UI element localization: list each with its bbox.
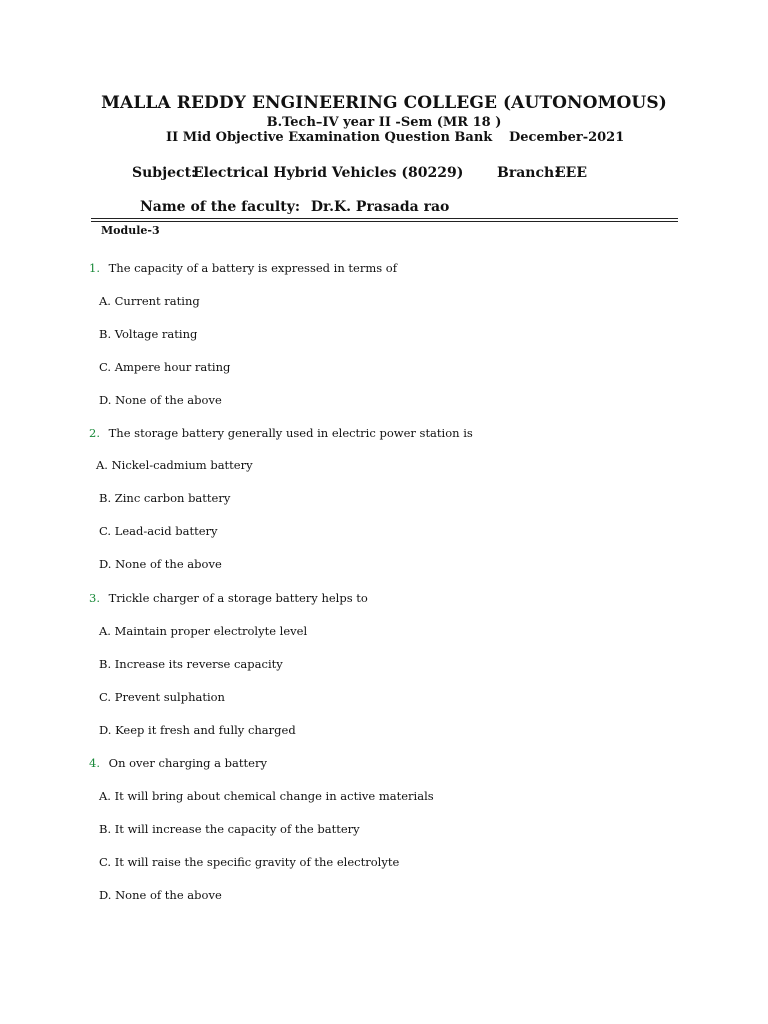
question-1 (89, 261, 397, 275)
option-2c: C. Lead-acid battery (99, 524, 218, 538)
branch-label: Branch: (497, 165, 560, 181)
question-3 (89, 591, 368, 605)
faculty-value: Dr.K. Prasada rao (310, 199, 450, 215)
option-2a: A. Nickel-cadmium battery (96, 458, 253, 472)
question-number: 2. (89, 426, 100, 440)
question-text: The storage battery generally used in electric power station is (108, 426, 473, 440)
faculty-row (140, 199, 449, 215)
option-4c: C. It will raise the specific gravity of the electrolyte (99, 855, 400, 869)
option-2b: B. Zinc carbon battery (99, 491, 231, 505)
option-3b: B. Increase its reverse capacity (99, 657, 283, 671)
branch-value: EEE (555, 165, 588, 181)
option-1a: A. Current rating (99, 294, 200, 308)
exam-date: December-2021 (509, 130, 625, 145)
question-4 (89, 756, 267, 770)
subject-label: Subject: (132, 165, 197, 181)
option-4b: B. It will increase the capacity of the battery (99, 822, 360, 836)
faculty-label: Name of the faculty: (140, 199, 301, 215)
question-2 (89, 426, 473, 440)
question-text: On over charging a battery (108, 756, 267, 770)
option-3a: A. Maintain proper electrolyte level (99, 624, 308, 638)
question-number: 3. (89, 591, 100, 605)
option-1c: C. Ampere hour rating (99, 360, 231, 374)
option-4a: A. It will bring about chemical change in active materials (99, 789, 434, 803)
option-1b: B. Voltage rating (99, 327, 198, 341)
option-1d: D. None of the above (99, 393, 222, 407)
college-title: MALLA REDDY ENGINEERING COLLEGE (AUTONOMOUS) (101, 93, 667, 113)
module-heading: Module-3 (101, 224, 160, 237)
option-3c: C. Prevent sulphation (99, 690, 225, 704)
program-line: B.Tech–IV year II -Sem (MR 18 ) (266, 115, 502, 130)
subject-value: Electrical Hybrid Vehicles (80229) (193, 165, 464, 181)
question-text: Trickle charger of a storage battery helps to (108, 591, 368, 605)
option-4d: D. None of the above (99, 888, 222, 902)
question-number: 4. (89, 756, 100, 770)
option-2d: D. None of the above (99, 557, 222, 571)
option-3d: D. Keep it fresh and fully charged (99, 723, 296, 737)
question-text: The capacity of a battery is expressed in terms of (108, 261, 397, 275)
header-rule-bottom (91, 221, 678, 222)
exam-title: II Mid Objective Examination Question Bank (166, 130, 493, 145)
question-number: 1. (89, 261, 100, 275)
header-rule-top (91, 218, 678, 219)
